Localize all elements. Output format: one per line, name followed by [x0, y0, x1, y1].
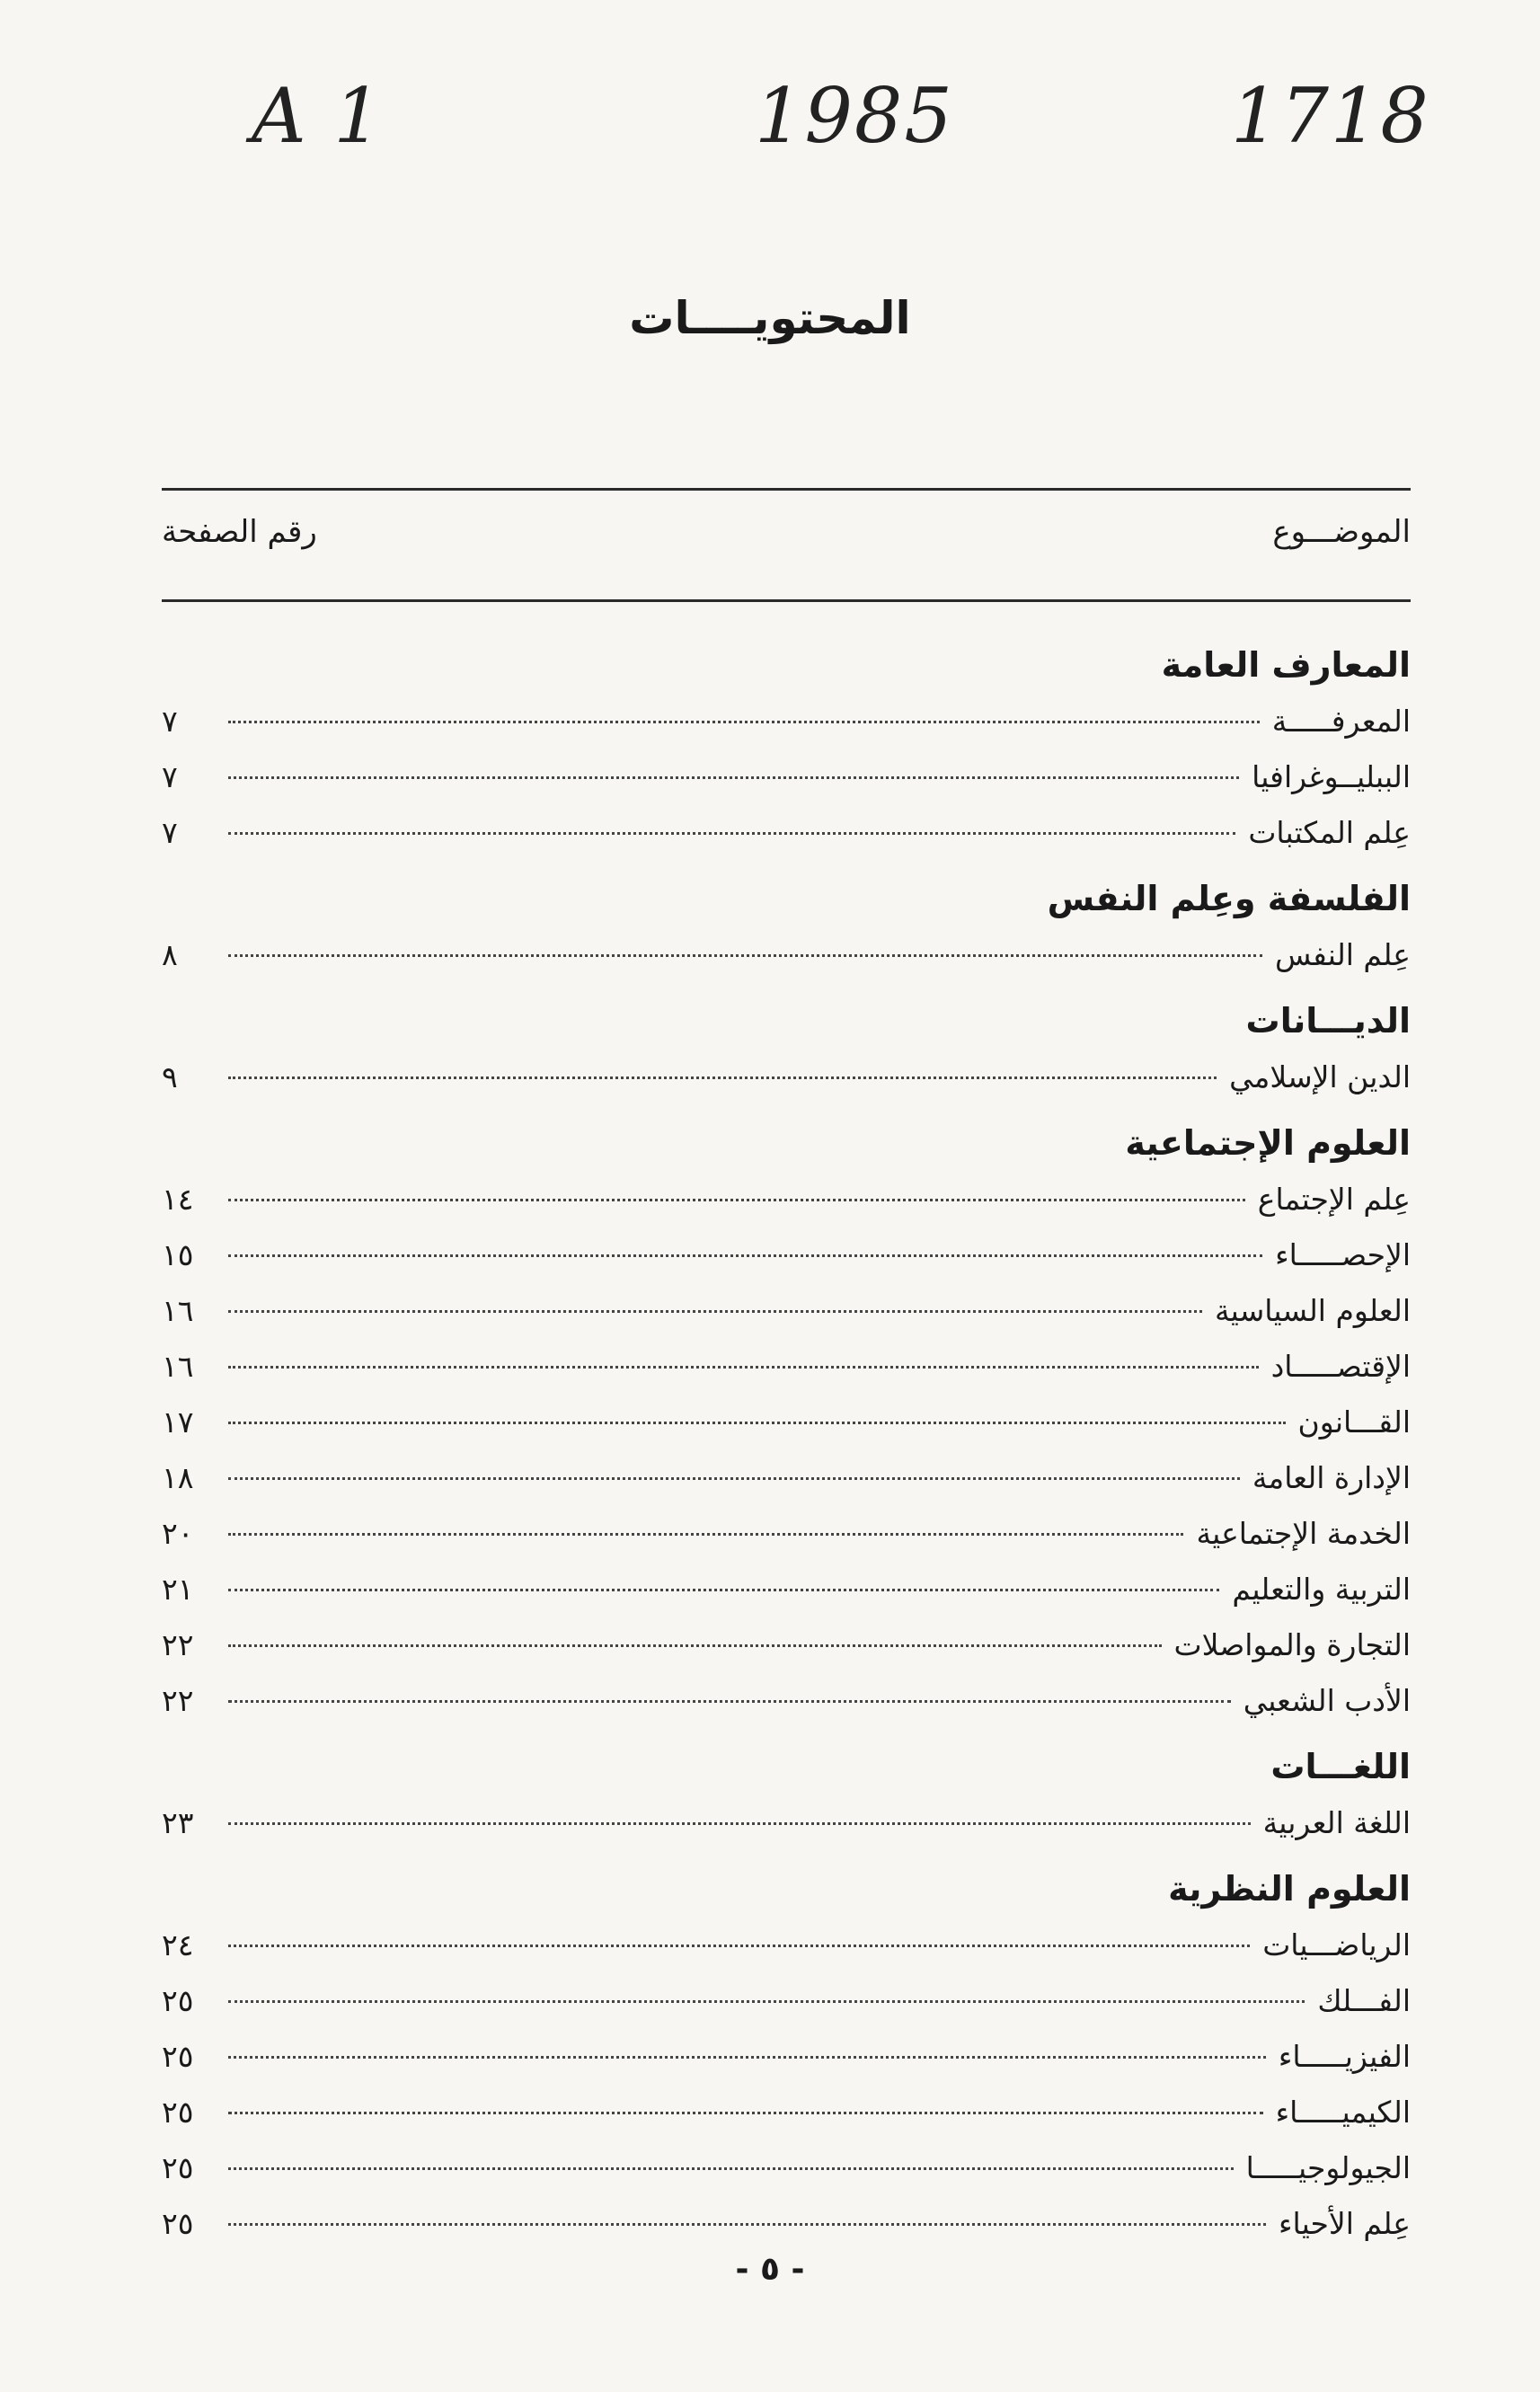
handwritten-annotation-number: 1718	[1231, 72, 1430, 160]
dot-leader	[228, 1076, 1217, 1079]
toc-entry	[162, 1506, 1411, 1562]
handwritten-annotation-left: A 1	[252, 72, 384, 160]
entry-page-number: ١٧	[162, 1404, 194, 1440]
dot-leader	[228, 1644, 1162, 1647]
header-top-rule	[162, 488, 1411, 491]
entry-label: الإقتصـــــاد	[1270, 1349, 1411, 1384]
entry-page-number: ٢٥	[162, 2206, 194, 2241]
dot-leader	[228, 1254, 1262, 1257]
page-number: - ٥ -	[735, 2251, 805, 2288]
dot-leader	[228, 1700, 1231, 1703]
section-title: الفلسفة وعِلم النفس	[1047, 879, 1411, 918]
entry-label: عِلم الإجتماع	[1257, 1182, 1411, 1217]
entry-page-number: ٢٢	[162, 1683, 194, 1718]
handwritten-annotation-year: 1985	[755, 72, 954, 160]
toc-section	[162, 870, 1411, 983]
entry-label: الدين الإسلامي	[1229, 1059, 1411, 1094]
header-bottom-rule	[162, 599, 1411, 602]
entry-label: الإحصـــــاء	[1275, 1237, 1411, 1272]
entry-page-number: ٢٤	[162, 1927, 194, 1962]
toc-section	[162, 636, 1411, 861]
entry-label: الفـــلك	[1317, 1983, 1411, 2018]
entry-label: عِلم المكتبات	[1248, 815, 1411, 850]
entry-label: الفيزيـــــاء	[1278, 2039, 1411, 2074]
entry-label: التربية والتعليم	[1232, 1572, 1411, 1607]
entry-label: الأدب الشعبي	[1243, 1683, 1411, 1718]
entry-label: القـــانون	[1297, 1404, 1411, 1440]
entry-label: اللغة العربية	[1262, 1805, 1411, 1840]
toc-section	[162, 992, 1411, 1105]
toc-entry	[162, 1172, 1411, 1227]
entry-page-number: ٢٥	[162, 2095, 194, 2130]
dot-leader	[228, 954, 1262, 957]
entry-page-number: ٧	[162, 815, 178, 850]
dot-leader	[228, 2112, 1263, 2114]
entry-page-number: ٧	[162, 759, 178, 794]
subject-column-header: الموضـــوع	[1272, 514, 1411, 550]
toc-entry	[162, 805, 1411, 861]
section-title: المعارف العامة	[1161, 645, 1411, 685]
toc-entry	[162, 2085, 1411, 2140]
dot-leader	[228, 1589, 1219, 1591]
entry-page-number: ٢٣	[162, 1805, 194, 1840]
section-title: الديـــانات	[1245, 1001, 1411, 1041]
toc-entry	[162, 1227, 1411, 1283]
toc-section	[162, 1114, 1411, 1729]
toc-entry	[162, 1673, 1411, 1729]
dot-leader	[228, 1366, 1259, 1369]
section-title: العلوم الإجتماعية	[1125, 1123, 1411, 1163]
entry-label: عِلم الأحياء	[1279, 2206, 1411, 2241]
section-title: اللغـــات	[1270, 1747, 1411, 1786]
dot-leader	[228, 721, 1260, 723]
toc-entry	[162, 1283, 1411, 1339]
entry-page-number: ١٦	[162, 1349, 194, 1384]
entry-page-number: ١٥	[162, 1237, 194, 1272]
entry-label: الببليــوغرافيا	[1252, 759, 1411, 794]
dot-leader	[228, 2000, 1305, 2003]
toc-entry	[162, 1973, 1411, 2029]
toc-entry	[162, 1617, 1411, 1673]
dot-leader	[228, 1945, 1250, 1947]
dot-leader	[228, 2167, 1234, 2170]
entry-page-number: ١٦	[162, 1293, 194, 1328]
toc-entry	[162, 2196, 1411, 2252]
dot-leader	[228, 1822, 1251, 1825]
toc-entry	[162, 1918, 1411, 1973]
entry-label: الكيميـــــاء	[1275, 2095, 1411, 2130]
entry-label: الجيولوجيـــــا	[1245, 2150, 1411, 2185]
dot-leader	[228, 1199, 1245, 1201]
entry-page-number: ٩	[162, 1059, 178, 1094]
dot-leader	[228, 1310, 1202, 1313]
dot-leader	[228, 776, 1239, 779]
dot-leader	[228, 832, 1235, 835]
toc-entry	[162, 2140, 1411, 2196]
dot-leader	[228, 1477, 1240, 1480]
entry-label: عِلم النفس	[1274, 937, 1411, 972]
entry-page-number: ٢٥	[162, 2150, 194, 2185]
table-of-contents	[162, 636, 1411, 2261]
entry-page-number: ٢٢	[162, 1627, 194, 1662]
entry-label: الإدارة العامة	[1252, 1460, 1411, 1495]
dot-leader	[228, 1422, 1286, 1424]
entry-page-number: ١٤	[162, 1182, 194, 1217]
toc-entry	[162, 1450, 1411, 1506]
entry-page-number: ٧	[162, 704, 178, 739]
toc-entry	[162, 1795, 1411, 1851]
entry-page-number: ٢١	[162, 1572, 194, 1607]
entry-page-number: ٢٥	[162, 1983, 194, 2018]
entry-label: العلوم السياسية	[1214, 1293, 1411, 1328]
dot-leader	[228, 2056, 1266, 2059]
toc-entry	[162, 2029, 1411, 2085]
toc-entry	[162, 1395, 1411, 1450]
toc-entry	[162, 749, 1411, 805]
entry-page-number: ٢٠	[162, 1516, 194, 1551]
toc-entry	[162, 1050, 1411, 1105]
toc-entry	[162, 927, 1411, 983]
entry-label: الرياضـــيات	[1262, 1927, 1411, 1962]
entry-page-number: ١٨	[162, 1460, 194, 1495]
toc-entry	[162, 694, 1411, 749]
section-title: العلوم النظرية	[1168, 1869, 1411, 1909]
toc-header	[162, 514, 1411, 550]
dot-leader	[228, 2223, 1266, 2226]
entry-label: الخدمة الإجتماعية	[1196, 1516, 1411, 1551]
page-column-header: رقم الصفحة	[162, 514, 317, 550]
entry-label: المعرفـــــة	[1271, 704, 1411, 739]
toc-section	[162, 1738, 1411, 1851]
toc-section	[162, 1860, 1411, 2252]
toc-entry	[162, 1562, 1411, 1617]
entry-page-number: ٨	[162, 937, 178, 972]
dot-leader	[228, 1533, 1183, 1536]
toc-entry	[162, 1339, 1411, 1395]
entry-page-number: ٢٥	[162, 2039, 194, 2074]
page-title: المحتويــــات	[629, 292, 911, 344]
entry-label: التجارة والمواصلات	[1173, 1627, 1411, 1662]
